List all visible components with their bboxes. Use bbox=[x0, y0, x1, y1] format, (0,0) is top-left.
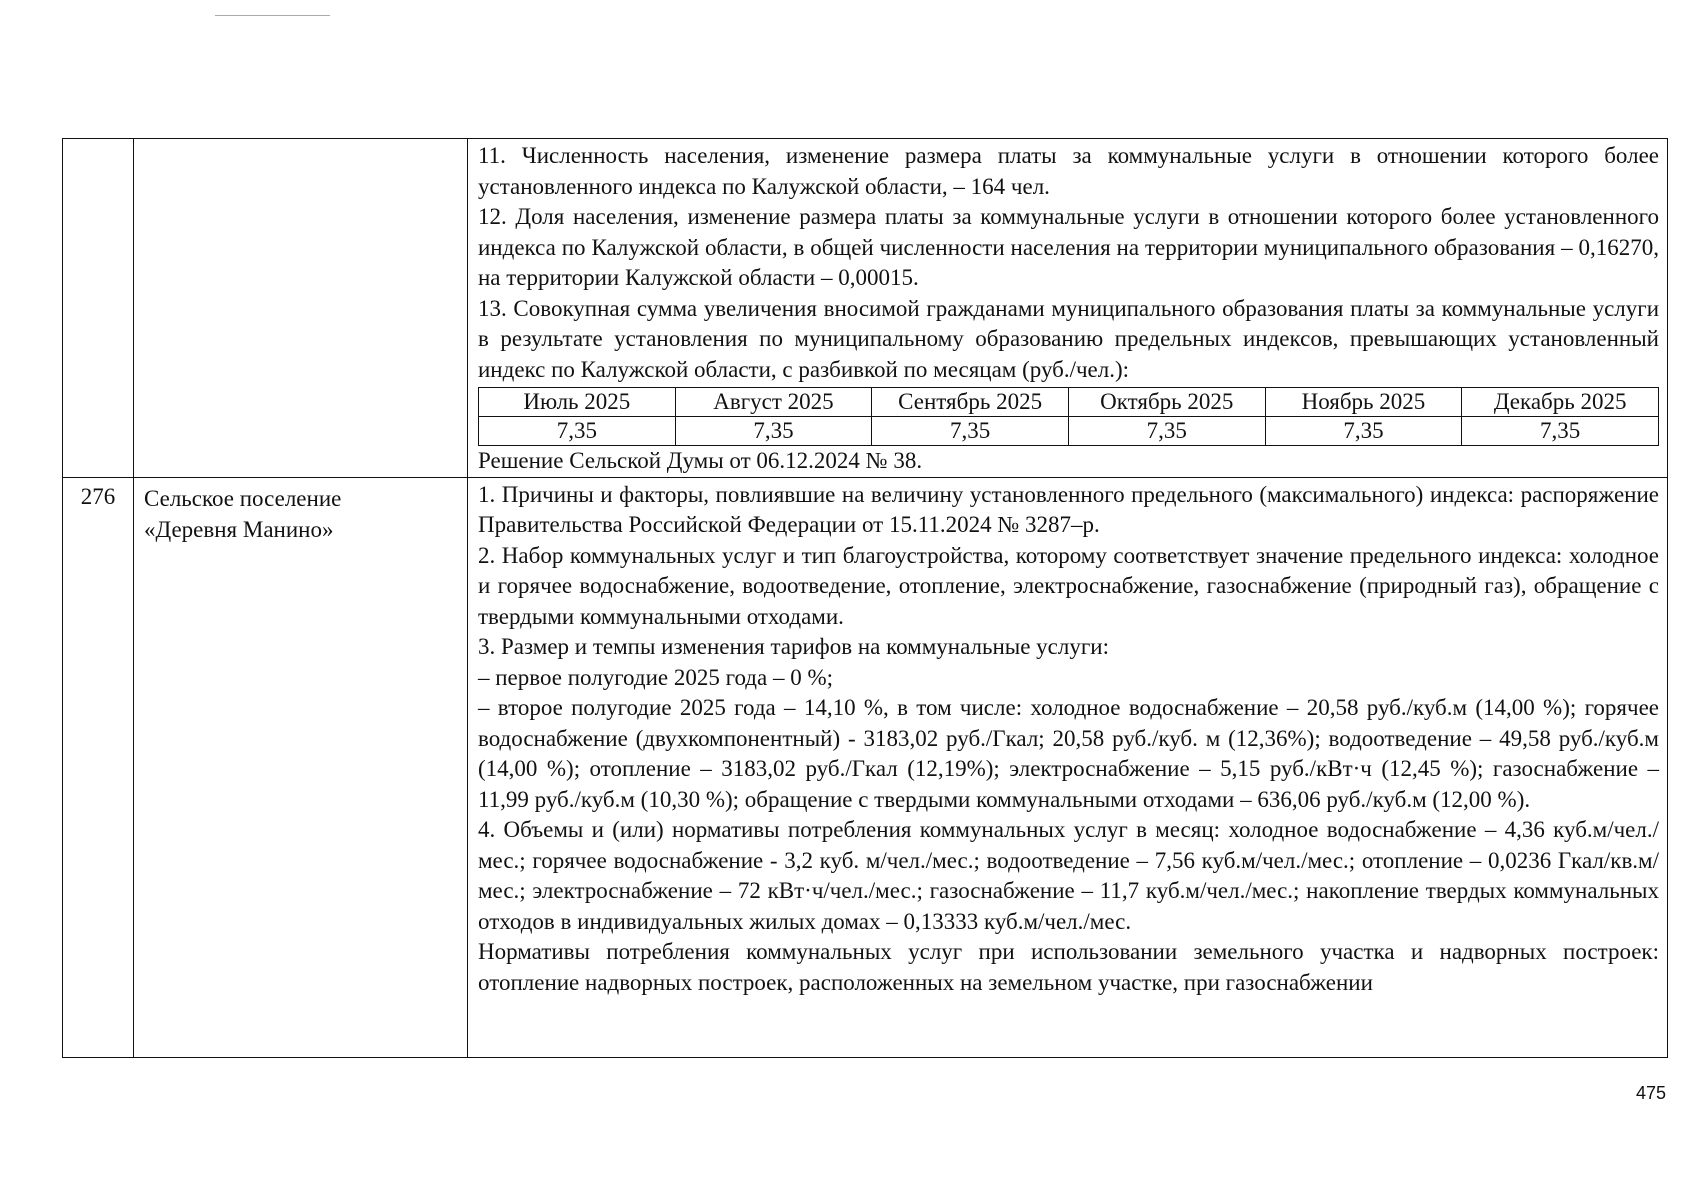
cell-content bbox=[468, 477, 1668, 1057]
months-header-row bbox=[479, 388, 1659, 417]
scan-artifact-line bbox=[215, 15, 330, 16]
page-number: 475 bbox=[1636, 1083, 1667, 1103]
month-value: 7,35 bbox=[1068, 417, 1265, 446]
paragraph-2: 2. Набор коммунальных услуг и тип благоустройства, которому соответствует значение предельного индекса: холодное и горячее водоснабжение, водоотведение, отопление, электроснабжение, газоснабжение (природный газ), обращение с твердыми коммунальными отходами. bbox=[478, 542, 1659, 629]
month-header: Сентябрь 2025 bbox=[872, 388, 1069, 417]
decision-text: Решение Сельской Думы от 06.12.2024 № 38. bbox=[478, 448, 923, 473]
municipality-name-line1: Сельское поселение bbox=[144, 485, 342, 511]
month-header: Август 2025 bbox=[675, 388, 872, 417]
month-header: Октябрь 2025 bbox=[1068, 388, 1265, 417]
cell-number-empty bbox=[63, 139, 134, 478]
cell-name-empty bbox=[134, 139, 468, 478]
month-header: Ноябрь 2025 bbox=[1265, 388, 1462, 417]
row-number: 276 bbox=[63, 477, 134, 1057]
main-table bbox=[62, 138, 1668, 1058]
month-value: 7,35 bbox=[479, 417, 676, 446]
months-value-row bbox=[479, 417, 1659, 446]
paragraph-5: Нормативы потребления коммунальных услуг при использовании земельного участка и надворных построек: отопление надворных построек, расположенных на земельном участке, при газоснабжении bbox=[478, 939, 1659, 995]
paragraph-13: 13. Совокупная сумма увеличения вносимой гражданами муниципального образования платы за коммунальные услуги в результате установления по муниципальному образованию предельных индексов, превышающих установленный индекс по Калужской области, с разбивкой по месяцам (руб./чел.): bbox=[478, 295, 1659, 382]
paragraph-12: 12. Доля населения, изменение размера платы за коммунальные услуги в отношении которого более установленного индекса по Калужской области, в общей численности населения на территории муниципального образования – 0,16270, на территории Калужской области – 0,00015. bbox=[478, 204, 1659, 290]
paragraph-4: 4. Объемы и (или) нормативы потребления коммунальных услуг в месяц: холодное водоснабжение – 4,36 куб.м/чел./мес.; горячее водоснабжение - 3,2 куб. м/чел./мес.; водоотведение – 7,56 куб.м/чел./мес.; отопление – 0,0236 Гкал/кв.м/мес.; электроснабжение – 72 кВт·ч/чел./мес.; газоснабжение – 11,7 куб.м/чел./мес.; накопление твердых коммунальных отходов в индивидуальных жилых домах – 0,13333 куб.м/чел./мес. bbox=[478, 817, 1659, 934]
paragraph-11: 11. Численность населения, изменение размера платы за коммунальные услуги в отношении которого более установленного индекса по Калужской области, – 164 чел. bbox=[478, 143, 1659, 199]
month-header: Июль 2025 bbox=[479, 388, 676, 417]
paragraph-3a: – первое полугодие 2025 года – 0 %; bbox=[478, 664, 834, 690]
month-value: 7,35 bbox=[675, 417, 872, 446]
month-value: 7,35 bbox=[1462, 417, 1659, 446]
table-row-276 bbox=[63, 477, 1668, 1057]
paragraph-1: 1. Причины и факторы, повлиявшие на величину установленного предельного (максимального) индекса: распоряжение Правительства Российской Федерации от 15.11.2024 № 3287–р. bbox=[478, 481, 1659, 537]
table-row-continuation bbox=[63, 139, 1668, 478]
month-value: 7,35 bbox=[872, 417, 1069, 446]
cell-content bbox=[468, 139, 1668, 478]
municipality-name-line2: «Деревня Манино» bbox=[144, 516, 334, 542]
paragraph-3: 3. Размер и темпы изменения тарифов на коммунальные услуги: bbox=[478, 634, 1109, 659]
month-header: Декабрь 2025 bbox=[1462, 388, 1659, 417]
municipality-name bbox=[134, 477, 468, 1057]
paragraph-3b: – второе полугодие 2025 года – 14,10 %, в том числе: холодное водоснабжение – 20,58 руб./куб.м (14,00 %); горячее водоснабжение (двухкомпонентный) - 3183,02 руб./Гкал; 20,58 руб./куб. м (12,36%); водоотведение – 49,58 руб./куб.м (14,00 %); отопление – 3183,02 руб./Гкал (12,19%); электроснабжение – 5,15 руб./кВт·ч (12,45 %); газоснабжение – 11,99 руб./куб.м (10,30 %); обращение с твердыми коммунальными отходами – 636,06 руб./куб.м (12,00 %). bbox=[478, 695, 1659, 812]
month-value: 7,35 bbox=[1265, 417, 1462, 446]
months-table bbox=[478, 387, 1659, 446]
